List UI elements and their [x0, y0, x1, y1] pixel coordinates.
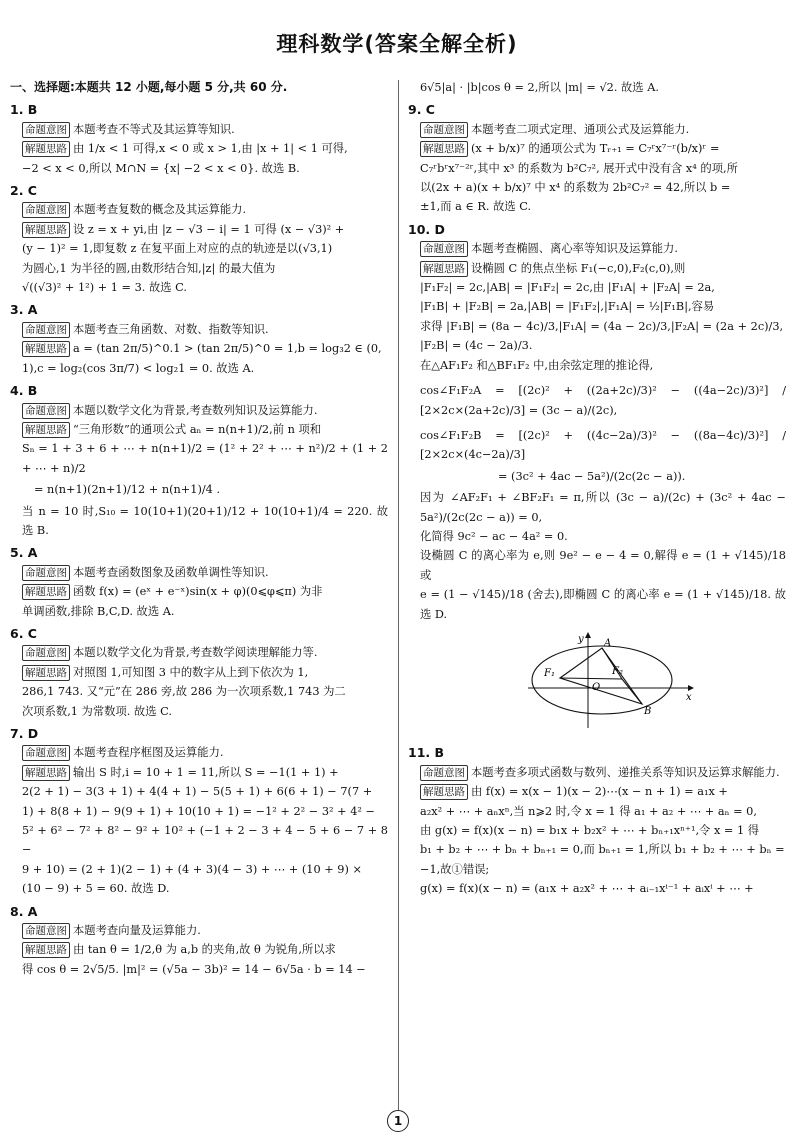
- question-1: [10, 100, 388, 178]
- thought-tag: 解题思路: [22, 765, 70, 781]
- thought-tag: 解题思路: [22, 942, 70, 958]
- solution-text: 2(2 + 1) − 3(3 + 1) + 4(4 + 1) − 5(5 + 1) + 6(6 + 1) − 7(7 +: [22, 785, 373, 799]
- solution-text: 286,1 743. 又“元”在 286 旁,故 286 为一次项系数,1 743 为二: [22, 685, 346, 699]
- solution-text: 5² + 6² − 7² + 8² − 9² + 10² + (−1 + 2 − 3 + 4 − 5 + 6 − 7 + 8 −: [22, 824, 388, 857]
- answer-number: 7. D: [10, 726, 39, 741]
- page-number: 1: [387, 1110, 409, 1132]
- solution-text: ±1,而 a ∈ R. 故选 C.: [420, 200, 532, 214]
- label-a: A: [604, 637, 612, 649]
- label-x: x: [686, 691, 692, 703]
- question-5: [10, 543, 388, 621]
- answer-number: 2. C: [10, 183, 37, 199]
- formula-line: 因为 ∠AF₂F₁ + ∠BF₂F₁ = π,所以 (3c − a)/(2c) + (3c² + 4ac − 5a²)/(2c(2c − a)) = 0,: [420, 491, 786, 524]
- x-axis-arrow: [688, 685, 694, 691]
- segment-f2-to-b: [622, 679, 642, 704]
- answer-number: 5. A: [10, 545, 38, 561]
- solution-text: 以(2x + a)(x + b/x)⁷ 中 x⁴ 的系数为 2b²C₇² = 42,所以 b =: [420, 181, 731, 195]
- solution-text: C₇ʳbʳx⁷⁻²ʳ,其中 x³ 的系数为 b²C₇², 展开式中没有含 x⁴ 的项,所: [420, 161, 738, 175]
- answer-number: 3. A: [10, 302, 38, 318]
- formula-line: 当 n = 10 时,S₁₀ = 10(10+1)(20+1)/12 + 10(10+1)/4 = 220. 故选 B.: [22, 504, 388, 537]
- question-7: [10, 724, 388, 899]
- intent-text: 本题以数学文化为背景,考查数学阅读理解能力等.: [73, 646, 318, 660]
- intent-text: 本题考查三角函数、对数、指数等知识.: [73, 322, 269, 336]
- right-column: [408, 78, 786, 899]
- intent-tag: 命题意图: [420, 122, 468, 138]
- label-f1: F₁: [544, 667, 555, 679]
- intent-text: 本题以数学文化为背景,考查数列知识及运算能力.: [73, 403, 318, 417]
- thought-tag: 解题思路: [22, 422, 70, 438]
- solution-text: 9 + 10) = (2 + 1)(2 − 1) + (4 + 3)(4 − 3) + ⋯ + (10 + 9) ×: [22, 862, 362, 876]
- thought-tag: 解题思路: [420, 784, 468, 800]
- solution-text: 次项系数,1 为常数项. 故选 C.: [22, 704, 172, 718]
- thought-tag: 解题思路: [22, 665, 70, 681]
- solution-text: 化简得 9c² − ac − 4a² = 0.: [420, 529, 568, 543]
- section-heading: 一、选择题:本题共 12 小题,每小题 5 分,共 60 分.: [10, 80, 288, 94]
- thought-tag: 解题思路: [420, 261, 468, 277]
- question-2: [10, 181, 388, 297]
- thought-tag: 解题思路: [420, 141, 468, 157]
- thought-tag: 解题思路: [22, 222, 70, 238]
- solution-text: 单调函数,排除 B,C,D. 故选 A.: [22, 604, 175, 618]
- thought-tag: 解题思路: [22, 141, 70, 157]
- solution-text: 设椭圆 C 的离心率为 e,则 9e² − e − 4 = 0,解得 e = (1 + √145)/18 或: [420, 549, 786, 582]
- solution-text: (x + b/x)⁷ 的通项公式为 Tᵣ₊₁ = C₇ʳx⁷⁻ʳ(b/x)ʳ =: [471, 142, 720, 156]
- solution-text: 为圆心,1 为半径的圆,由数形结合知,|z| 的最大值为: [22, 261, 276, 275]
- label-y: y: [578, 633, 584, 645]
- solution-text: 对照图 1,可知图 3 中的数字从上到下依次为 1,: [73, 665, 309, 679]
- solution-text: −2 < x < 0,所以 M∩N = {x| −2 < x < 0}. 故选 B.: [22, 161, 300, 175]
- left-column: [10, 78, 388, 979]
- ellipse-curve: [532, 646, 672, 714]
- page-title: 理科数学(答案全解全析): [276, 32, 518, 56]
- answer-number: 4. B: [10, 383, 38, 399]
- answer-number: 10. D: [408, 221, 445, 237]
- intent-tag: 命题意图: [22, 565, 70, 581]
- answer-number: 1. B: [10, 102, 38, 118]
- intent-tag: 命题意图: [22, 122, 70, 138]
- solution-text: 设 z = x + yi,由 |z − √3 − i| = 1 可得 (x − √3)² +: [73, 222, 345, 236]
- solution-text: (y − 1)² = 1,即复数 z 在复平面上对应的点的轨迹是以(√3,1): [22, 242, 333, 256]
- solution-text: 由 1/x < 1 可得,x < 0 或 x > 1,由 |x + 1| < 1 可得,: [73, 142, 348, 156]
- intent-text: 本题考查复数的概念及其运算能力.: [73, 203, 247, 217]
- y-axis-arrow: [585, 632, 591, 638]
- solution-text: √((√3)² + 1²) + 1 = 3. 故选 C.: [22, 281, 187, 295]
- answer-number: 8. A: [10, 903, 38, 919]
- solution-text: |F₁B| + |F₂B| = 2a,|AB| = |F₁F₂|,|F₁A| = ½|F₁B|,容易: [420, 300, 715, 314]
- solution-text: 输出 S 时,i = 10 + 1 = 11,所以 S = −1(1 + 1) +: [73, 765, 339, 779]
- formula-line: cos∠F₁F₂B = [(2c)² + ((4c−2a)/3)² − ((8a−4c)/3)²] / [2×2c×(4c−2a)/3]: [420, 428, 786, 462]
- intent-tag: 命题意图: [420, 241, 468, 257]
- label-b: B: [644, 705, 652, 717]
- triangle-af1b: [560, 648, 642, 704]
- solution-text: 1),c = log₂(cos 3π/7) < log₂1 = 0. 故选 A.: [22, 361, 255, 375]
- thought-tag: 解题思路: [22, 341, 70, 357]
- intent-tag: 命题意图: [22, 923, 70, 939]
- solution-text: (10 − 9) + 5 = 60. 故选 D.: [22, 882, 170, 896]
- question-4: [10, 381, 388, 540]
- intent-tag: 命题意图: [22, 745, 70, 761]
- solution-text: 6√5|a| · |b|cos θ = 2,所以 |m| = √2. 故选 A.: [420, 81, 659, 94]
- answer-number: 9. C: [408, 102, 435, 118]
- intent-tag: 命题意图: [22, 403, 70, 419]
- intent-text: 本题考查多项式函数与数列、递推关系等知识及运算求解能力.: [471, 765, 780, 779]
- intent-text: 本题考查函数图象及函数单调性等知识.: [73, 565, 269, 579]
- formula-line: Sₙ = 1 + 3 + 6 + ⋯ + n(n+1)/2 = (1² + 2² + ⋯ + n²)/2 + (1 + 2 + ⋯ + n)/2: [22, 442, 388, 475]
- label-f2: F₂: [612, 665, 623, 677]
- solution-text: a = (tan 2π/5)^0.1 > (tan 2π/5)^0 = 1,b = log₃2 ∈ (0,: [73, 342, 382, 356]
- intent-tag: 命题意图: [22, 322, 70, 338]
- formula-line: cos∠F₁F₂A = [(2c)² + ((2a+2c)/3)² − ((4a−2c)/3)²] / [2×2c×(2a+2c)/3] = (3c − a)/(2c),: [420, 384, 786, 417]
- solution-text: “三角形数”的通项公式 aₙ = n(n+1)/2,前 n 项和: [73, 422, 322, 436]
- question-9: [408, 100, 786, 216]
- solution-text: 函数 f(x) = (eˣ + e⁻ˣ)sin(x + φ)(0⩽φ⩽π) 为非: [73, 585, 323, 599]
- solution-text: 在△AF₁F₂ 和△BF₁F₂ 中,由余弦定理的推论得,: [420, 358, 654, 372]
- answer-number: 6. C: [10, 625, 37, 641]
- question-10: [408, 220, 786, 741]
- column-divider: [398, 80, 399, 1110]
- solution-text: b₁ + b₂ + ⋯ + bₙ + bₙ₊₁ = 0,而 bₙ₊₁ = 1,所以 b₁ + b₂ + ⋯ + bₙ =: [420, 843, 785, 857]
- intent-tag: 命题意图: [22, 202, 70, 218]
- question-11: [408, 743, 786, 898]
- answer-number: 11. B: [408, 745, 445, 761]
- intent-text: 本题考查二项式定理、通项公式及运算能力.: [471, 122, 690, 136]
- formula-line: = n(n+1)(2n+1)/12 + n(n+1)/4 .: [34, 483, 221, 497]
- solution-text: g(x) = f(x)(x − n) = (a₁x + a₂x² + ⋯ + aᵢ₋₁xⁱ⁻¹ + aᵢxⁱ + ⋯ +: [420, 882, 754, 896]
- label-o: O: [592, 681, 601, 693]
- solution-text: 由 g(x) = f(x)(x − n) = b₁x + b₂x² + ⋯ + bₙ₊₁xⁿ⁺¹,令 x = 1 得: [420, 824, 760, 837]
- intent-text: 本题考查程序框图及运算能力.: [73, 746, 224, 760]
- intent-text: 本题考查椭圆、离心率等知识及运算能力.: [471, 242, 678, 256]
- solution-text: |F₁F₂| = 2c,|AB| = |F₁F₂| = 2c,由 |F₁A| + |F₂A| = 2a,: [420, 281, 715, 295]
- solution-text: e = (1 − √145)/18 (舍去),即椭圆 C 的离心率 e = (1 + √145)/18. 故选 D.: [420, 588, 786, 621]
- intent-tag: 命题意图: [22, 645, 70, 661]
- ellipse-figure: [526, 630, 696, 730]
- solution-text: 1) + 8(8 + 1) − 9(9 + 1) + 10(10 + 1) = −1² + 2² − 3² + 4² −: [22, 804, 375, 818]
- solution-text: 由 tan θ = 1/2,θ 为 a,b 的夹角,故 θ 为锐角,所以求: [73, 943, 336, 957]
- intent-tag: 命题意图: [420, 765, 468, 781]
- solution-text: a₂x² + ⋯ + aₙxⁿ,当 n⩾2 时,令 x = 1 得 a₁ + a₂ + ⋯ + aₙ = 0,: [420, 804, 757, 818]
- solution-text: |F₂B| = (4c − 2a)/3.: [420, 339, 533, 353]
- solution-text: −1,故①错误;: [420, 862, 490, 876]
- solution-text: 求得 |F₁B| = (8a − 4c)/3,|F₁A| = (4a − 2c)/3,|F₂A| = (2a + 2c)/3,: [420, 319, 784, 333]
- formula-line: = (3c² + 4ac − 5a²)/(2c(2c − a)).: [498, 469, 686, 483]
- solution-text: 得 cos θ = 2√5/5. |m|² = (√5a − 3b)² = 14 − 6√5a · b = 14 −: [22, 962, 366, 976]
- solution-text: 设椭圆 C 的焦点坐标 F₁(−c,0),F₂(c,0),则: [471, 261, 686, 275]
- segment-f2b: [560, 678, 622, 679]
- question-6: [10, 624, 388, 721]
- intent-text: 本题考查不等式及其运算等知识.: [73, 122, 235, 136]
- solution-text: 由 f(x) = x(x − 1)(x − 2)⋯(x − n + 1) = a₁x +: [471, 785, 728, 799]
- question-8: [10, 902, 388, 980]
- thought-tag: 解题思路: [22, 584, 70, 600]
- question-3: [10, 300, 388, 378]
- intent-text: 本题考查向量及运算能力.: [73, 924, 201, 938]
